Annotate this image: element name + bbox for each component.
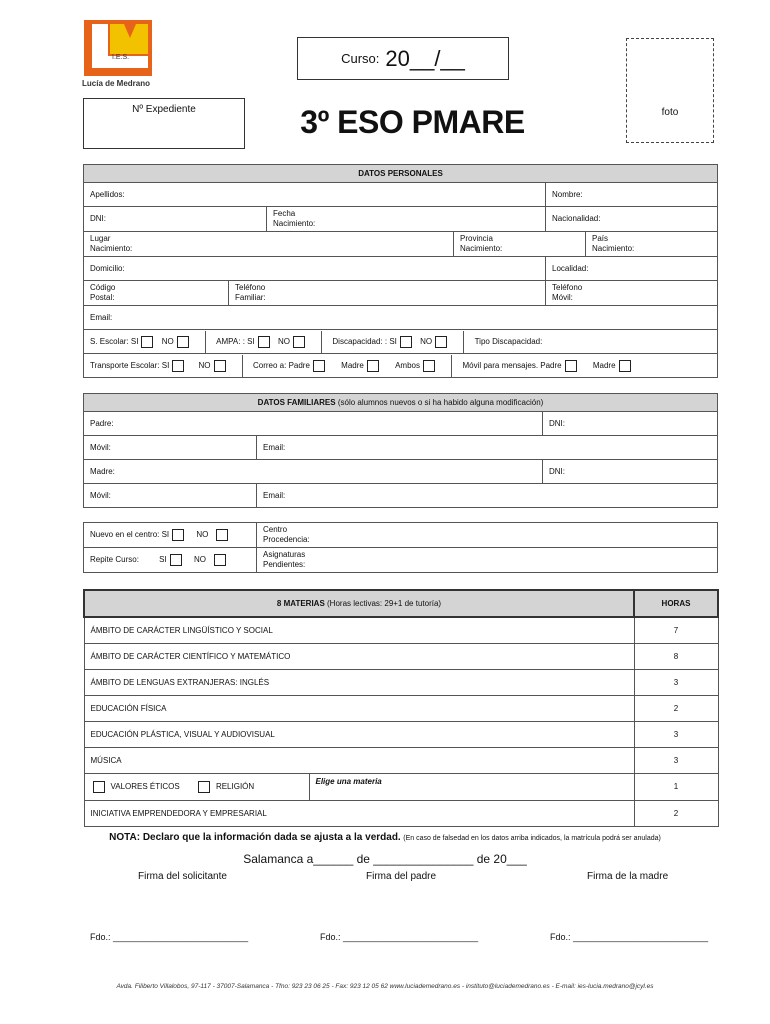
repite-si-label: SI xyxy=(159,555,167,564)
subjects-table xyxy=(83,589,719,827)
correo-ambos-label: Ambos xyxy=(395,360,420,370)
subject-name: EDUCACIÓN FÍSICA xyxy=(84,696,634,722)
correo-padre-label: Correo a: Padre xyxy=(253,360,310,370)
tipo-discapacidad-field[interactable]: Tipo Discapacidad: xyxy=(474,336,543,346)
nuevo-no-label: NO xyxy=(196,530,209,539)
pais-nacimiento-field[interactable]: País Nacimiento: xyxy=(586,232,718,257)
subject-row xyxy=(84,617,718,644)
firma-solicitante: Firma del solicitante xyxy=(138,871,227,882)
transporte-si-checkbox[interactable] xyxy=(172,360,184,372)
padre-field[interactable]: Padre: xyxy=(84,412,543,436)
fdo-solicitante[interactable]: Fdo.: ___________________________ xyxy=(90,932,249,942)
repite-no-checkbox[interactable] xyxy=(214,554,226,566)
seguro-si-checkbox[interactable] xyxy=(141,336,153,348)
nombre-field[interactable]: Nombre: xyxy=(546,183,718,207)
codigo-postal-field[interactable]: Código Postal: xyxy=(84,281,229,306)
logo-caption: Lucía de Medrano xyxy=(82,79,151,88)
family-heading: DATOS FAMILIARES (sólo alumnos nuevos o si ha habido alguna modificación) xyxy=(84,394,718,412)
subject-hours: 8 xyxy=(634,644,718,670)
padre-dni-field[interactable]: DNI: xyxy=(543,412,718,436)
fdo-padre[interactable]: Fdo.: ___________________________ xyxy=(320,932,479,942)
repite-si-checkbox[interactable] xyxy=(170,554,182,566)
subject-row xyxy=(84,722,718,748)
provincia-nacimiento-field[interactable]: Provincia Nacimiento: xyxy=(454,232,586,257)
place-date-line[interactable]: Salamanca a______ de _______________ de 20___ xyxy=(243,852,527,866)
curso-label: Curso: xyxy=(341,51,380,66)
transporte-no-checkbox[interactable] xyxy=(214,360,226,372)
iniciativa-hours: 2 xyxy=(634,801,718,827)
nuevo-si-checkbox[interactable] xyxy=(172,529,184,541)
asignaturas-pendientes-field[interactable]: Asignaturas Pendientes: xyxy=(257,548,718,573)
valores-eticos-label: VALORES ÉTICOS xyxy=(110,782,180,791)
nacionalidad-field[interactable]: Nacionalidad: xyxy=(546,207,718,232)
domicilio-field[interactable]: Domicilio: xyxy=(84,257,546,281)
logo-text: I.E.S. xyxy=(112,54,130,61)
padre-email-field[interactable]: Email: xyxy=(257,436,718,460)
ampa-no-label: NO xyxy=(277,336,290,346)
madre-email-field[interactable]: Email: xyxy=(257,484,718,508)
expediente-label: Nº Expediente xyxy=(132,104,196,115)
correo-madre-checkbox[interactable] xyxy=(367,360,379,372)
valores-eticos-checkbox[interactable] xyxy=(93,781,105,793)
personal-heading: DATOS PERSONALES xyxy=(84,165,718,183)
discapacidad-no-label: NO xyxy=(420,336,433,346)
hours-heading: HORAS xyxy=(634,590,718,617)
subject-name: MÚSICA xyxy=(84,748,634,774)
repite-label: Repite Curso: xyxy=(90,555,139,564)
nuevo-no-checkbox[interactable] xyxy=(216,529,228,541)
school-history-table xyxy=(83,522,718,573)
seguro-no-checkbox[interactable] xyxy=(177,336,189,348)
telefono-familiar-field[interactable]: Teléfono Familiar: xyxy=(229,281,546,306)
correo-padre-checkbox[interactable] xyxy=(313,360,325,372)
seguro-label: S. Escolar: SI xyxy=(90,336,139,346)
elige-hours: 1 xyxy=(634,774,718,801)
centro-procedencia-field[interactable]: Centro Procedencia: xyxy=(257,523,718,548)
options-row-1 xyxy=(84,330,718,354)
expediente-box[interactable] xyxy=(83,98,245,149)
subject-name: ÁMBITO DE LENGUAS EXTRANJERAS: INGLÉS xyxy=(84,670,634,696)
subject-row xyxy=(84,644,718,670)
mensajes-padre-checkbox[interactable] xyxy=(565,360,577,372)
correo-madre-label: Madre xyxy=(341,360,364,370)
correo-ambos-checkbox[interactable] xyxy=(423,360,435,372)
curso-box[interactable] xyxy=(297,37,509,80)
transporte-label: Transporte Escolar: SI xyxy=(90,360,170,370)
iniciativa-subject: INICIATIVA EMPRENDEDORA Y EMPRESARIAL xyxy=(84,801,634,827)
movil-mensajes-label: Móvil para mensajes. Padre xyxy=(462,360,562,370)
padre-movil-field[interactable]: Móvil: xyxy=(84,436,257,460)
subject-name: ÁMBITO DE CARÁCTER LINGÜÍSTICO Y SOCIAL xyxy=(84,617,634,644)
repite-no-label: NO xyxy=(193,555,206,564)
school-logo xyxy=(84,20,152,76)
religion-label: RELIGIÓN xyxy=(215,782,255,791)
declaration-note: NOTA: Declaro que la información dada se ajusta a la verdad. (En caso de falsedad en los datos arriba indicados, la matrícula podrá ser anulada) xyxy=(109,832,661,843)
family-data-table xyxy=(83,393,718,508)
ampa-no-checkbox[interactable] xyxy=(293,336,305,348)
transporte-no-label: NO xyxy=(198,360,211,370)
subject-name: EDUCACIÓN PLÁSTICA, VISUAL Y AUDIOVISUAL xyxy=(84,722,634,748)
telefono-movil-field[interactable]: Teléfono Móvil: xyxy=(546,281,718,306)
madre-field[interactable]: Madre: xyxy=(84,460,543,484)
nuevo-centro-cell xyxy=(84,523,257,548)
discapacidad-no-checkbox[interactable] xyxy=(435,336,447,348)
page-title: 3º ESO PMARE xyxy=(300,104,525,140)
subject-row xyxy=(84,696,718,722)
discapacidad-si-checkbox[interactable] xyxy=(400,336,412,348)
subjects-heading: 8 MATERIAS (Horas lectivas: 29+1 de tutoría) xyxy=(84,590,634,617)
repite-cell xyxy=(84,548,257,573)
photo-box[interactable] xyxy=(626,38,714,143)
ampa-si-checkbox[interactable] xyxy=(258,336,270,348)
photo-label: foto xyxy=(661,107,679,118)
mensajes-madre-label: Madre xyxy=(592,360,616,370)
fdo-madre[interactable]: Fdo.: ___________________________ xyxy=(550,932,709,942)
firma-padre: Firma del padre xyxy=(366,871,437,882)
subject-name: ÁMBITO DE CARÁCTER CIENTÍFICO Y MATEMÁTICO xyxy=(84,644,634,670)
localidad-field[interactable]: Localidad: xyxy=(546,257,718,281)
dni-field[interactable]: DNI: xyxy=(84,207,267,232)
subject-hours: 3 xyxy=(634,722,718,748)
religion-checkbox[interactable] xyxy=(198,781,210,793)
madre-dni-field[interactable]: DNI: xyxy=(543,460,718,484)
fecha-nacimiento-field[interactable]: Fecha Nacimiento: xyxy=(267,207,546,232)
curso-value: 20__/__ xyxy=(385,45,465,71)
subject-hours: 7 xyxy=(634,617,718,644)
subject-row xyxy=(84,670,718,696)
seguro-no-label: NO xyxy=(161,336,174,346)
firma-madre: Firma de la madre xyxy=(587,871,669,882)
subject-hours: 3 xyxy=(634,748,718,774)
personal-data-table xyxy=(83,164,718,378)
mensajes-madre-checkbox[interactable] xyxy=(619,360,631,372)
options-row-2 xyxy=(84,354,718,378)
subject-hours: 2 xyxy=(634,696,718,722)
subject-hours: 3 xyxy=(634,670,718,696)
elige-materia-note: Elige una materia xyxy=(309,774,634,801)
subject-row xyxy=(84,748,718,774)
lugar-nacimiento-field[interactable]: Lugar Nacimiento: xyxy=(84,232,454,257)
apellidos-field[interactable]: Apellidos: xyxy=(84,183,546,207)
email-field[interactable]: Email: xyxy=(84,306,718,330)
madre-movil-field[interactable]: Móvil: xyxy=(84,484,257,508)
school-address: Avda. Filiberto Villalobos, 97-117 - 37007-Salamanca - Tfno: 923 23 06 25 - Fax: 923 12 05 62 www.luciademedrano.es - instituto@luciademedrano.es - E-mail: ies-lucia.medrano@jcyl.es xyxy=(116,983,654,990)
discapacidad-label: Discapacidad: : SI xyxy=(332,336,397,346)
nuevo-label: Nuevo en el centro: SI xyxy=(90,530,170,539)
ampa-label: AMPA: : SI xyxy=(216,336,255,346)
optional-subjects-cell xyxy=(84,774,309,801)
